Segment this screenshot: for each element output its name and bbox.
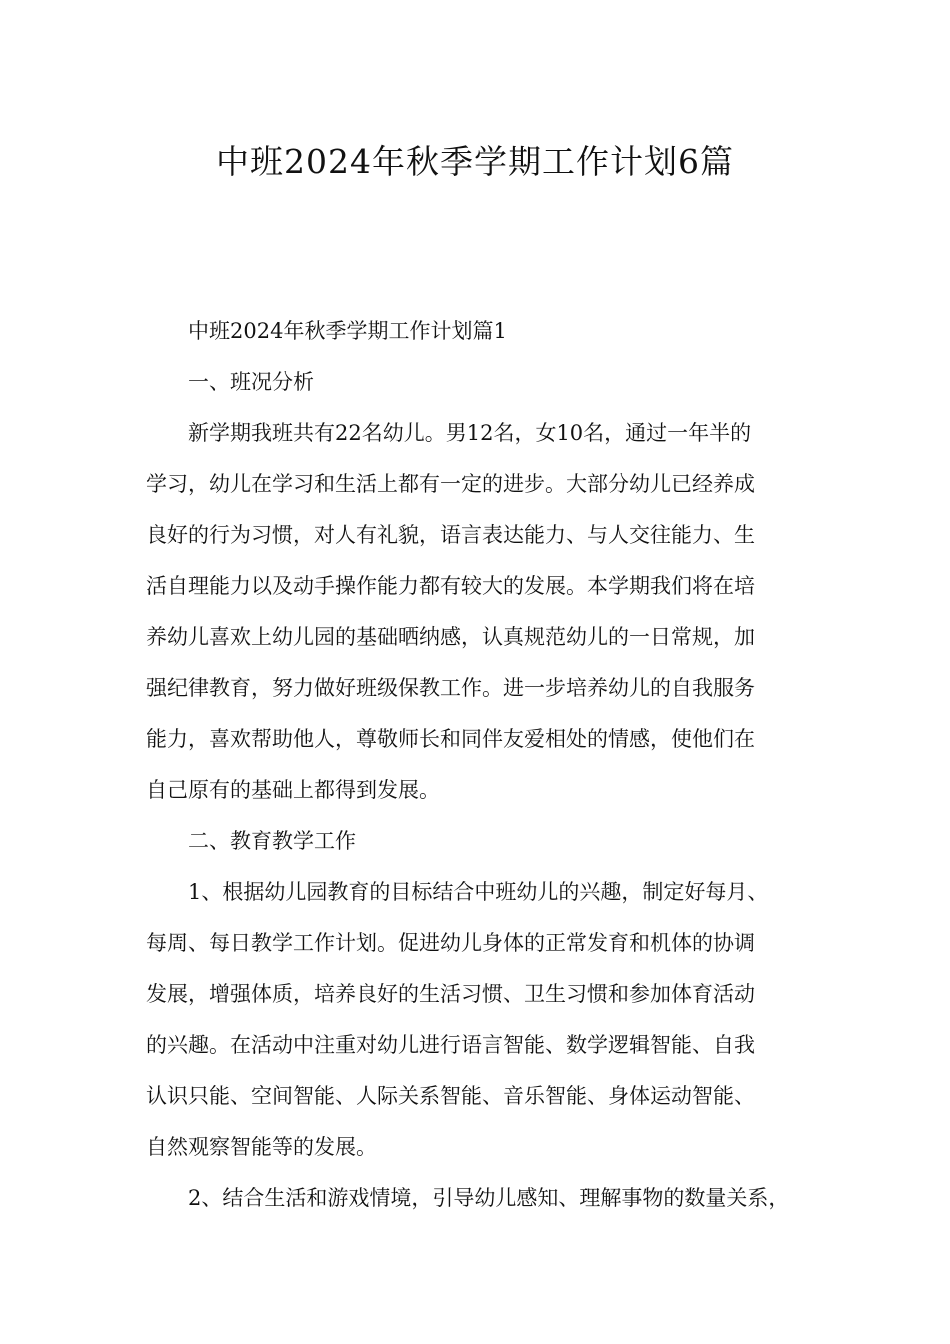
paragraph-line: 每周、每日教学工作计划。促进幼儿身体的正常发育和机体的协调 — [146, 931, 755, 955]
paragraph-line: 自己原有的基础上都得到发展。 — [146, 778, 440, 802]
paragraph-line: 能力，喜欢帮助他人，尊敬师长和同伴友爱相处的情感，使他们在 — [146, 727, 755, 751]
paragraph-line: 认识只能、空间智能、人际关系智能、音乐智能、身体运动智能、 — [146, 1084, 755, 1108]
paragraph-line: 新学期我班共有22名幼儿。男12名，女10名，通过一年半的 — [188, 421, 752, 445]
paragraph-line: 1、根据幼儿园教育的目标结合中班幼儿的兴趣，制定好每月、 — [188, 880, 769, 904]
paragraph-line: 的兴趣。在活动中注重对幼儿进行语言智能、数学逻辑智能、自我 — [146, 1033, 755, 1057]
document-title: 中班2024年秋季学期工作计划6篇 — [216, 142, 734, 181]
paragraph-line: 发展，增强体质，培养良好的生活习惯、卫生习惯和参加体育活动 — [146, 982, 755, 1006]
subsection-heading: 二、教育教学工作 — [188, 829, 356, 853]
document-body — [146, 306, 806, 1224]
paragraph-line: 学习，幼儿在学习和生活上都有一定的进步。大部分幼儿已经养成 — [146, 472, 755, 496]
paragraph-line: 良好的行为习惯，对人有礼貌，语言表达能力、与人交往能力、生 — [146, 523, 755, 547]
paragraph-line: 2、结合生活和游戏情境，引导幼儿感知、理解事物的数量关系， — [188, 1186, 790, 1210]
paragraph-line: 自然观察智能等的发展。 — [146, 1135, 377, 1159]
paragraph-line: 养幼儿喜欢上幼儿园的基础晒纳感，认真规范幼儿的一日常规，加 — [146, 625, 755, 649]
section-heading: 中班2024年秋季学期工作计划篇1 — [188, 319, 507, 343]
paragraph-line: 活自理能力以及动手操作能力都有较大的发展。本学期我们将在培 — [146, 574, 755, 598]
subsection-heading: 一、班况分析 — [188, 370, 314, 394]
paragraph-line: 强纪律教育，努力做好班级保教工作。进一步培养幼儿的自我服务 — [146, 676, 755, 700]
